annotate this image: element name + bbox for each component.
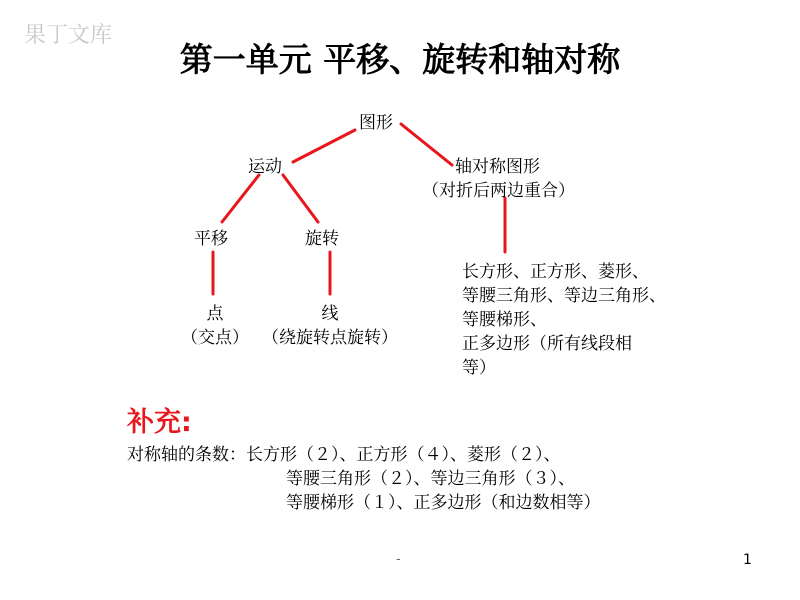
page-title: 第一单元 平移、旋转和轴对称 <box>179 40 621 79</box>
supplement-line: 等腰梯形（１）、正多边形（和边数相等） <box>286 493 601 513</box>
tree-node-line: 线 <box>321 304 339 324</box>
connector-root-motion <box>293 130 355 162</box>
tree-node-line-note: （绕旋转点旋转） <box>262 328 398 348</box>
supplement-label: 补充: <box>127 407 192 438</box>
tree-node-point: 点 <box>206 304 224 324</box>
tree-node-axis-symmetry-note: （对折后两边重合） <box>422 181 575 201</box>
tree-node-rotation: 旋转 <box>305 229 339 249</box>
supplement-line: 等腰三角形（２）、等边三角形（３）、 <box>286 469 575 489</box>
connector-root-axis <box>401 124 452 165</box>
watermark: 果丁文库 <box>24 23 113 48</box>
footer-dash: - <box>396 552 401 567</box>
tree-node-translation: 平移 <box>194 229 228 249</box>
connector-motion-rotation <box>283 175 318 222</box>
shape-list-line: 正多边形（所有线段相 <box>462 334 632 354</box>
shape-list-line: 长方形、正方形、菱形、 <box>462 262 649 282</box>
shape-list-line: 等腰梯形、 <box>462 310 547 330</box>
supplement-line: 对称轴的条数：长方形（２）、正方形（４）、菱形（２）、 <box>127 445 561 465</box>
page-number: 1 <box>743 552 752 568</box>
tree-node-axis-symmetry: 轴对称图形 <box>455 157 540 177</box>
shape-list-line: 等腰三角形、等边三角形、 <box>462 286 666 306</box>
shape-list-line: 等） <box>462 358 496 378</box>
tree-node-root: 图形 <box>359 113 393 133</box>
tree-node-motion: 运动 <box>248 157 282 177</box>
tree-node-point-note: （交点） <box>181 328 249 348</box>
connector-motion-translation <box>222 175 259 222</box>
